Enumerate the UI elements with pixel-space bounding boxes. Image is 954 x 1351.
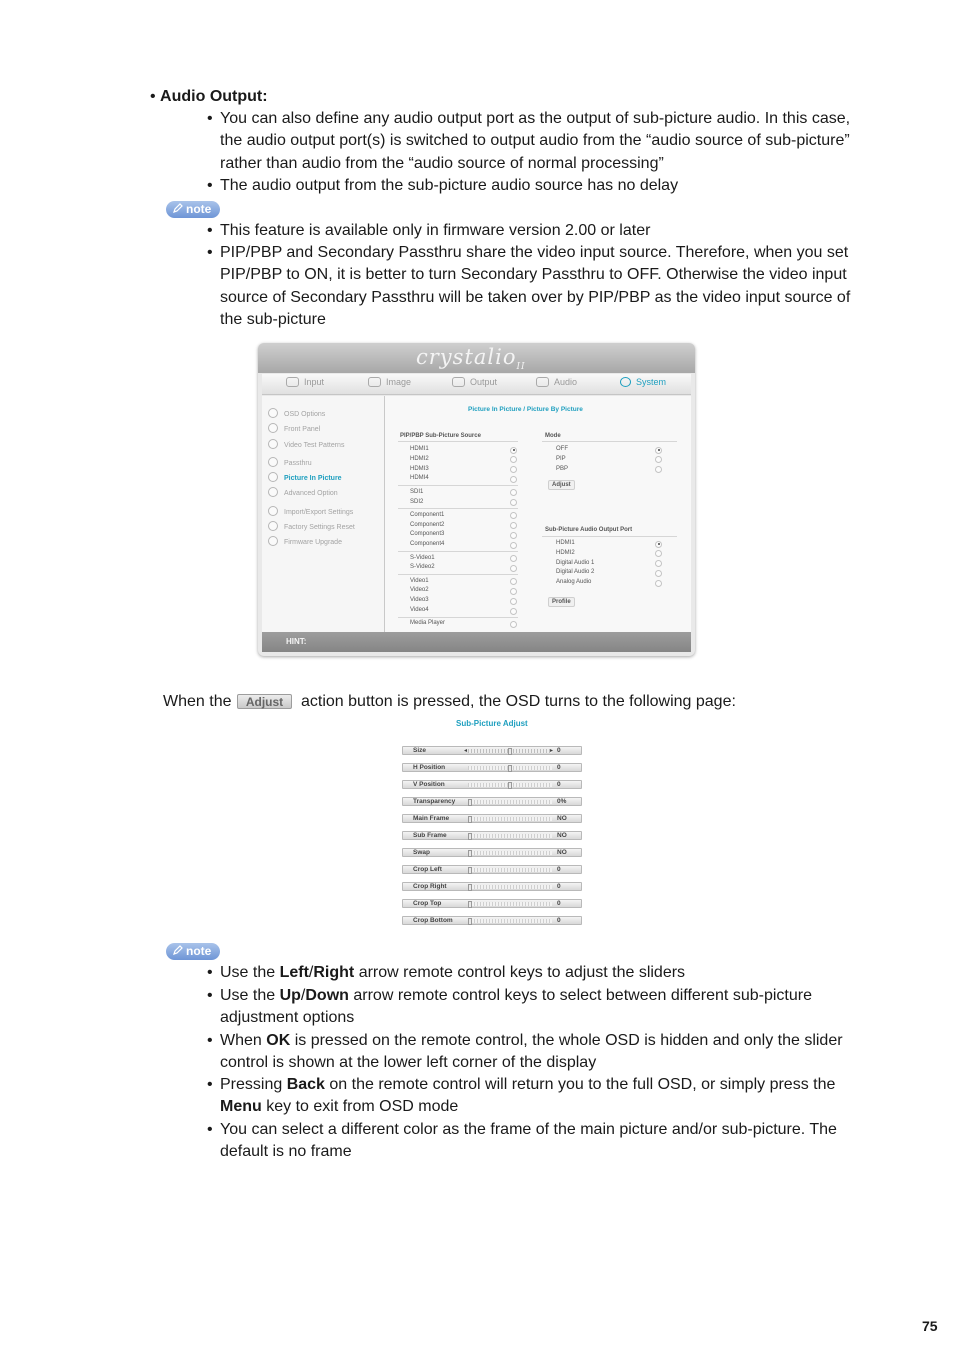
output-icon: [452, 377, 465, 387]
radio-button[interactable]: [510, 542, 517, 549]
sidebar-item-factory-reset[interactable]: Factory Settings Reset: [268, 521, 355, 533]
slider-row-crop-right[interactable]: [402, 882, 582, 891]
list-item: • Use the Left/Right arrow remote control keys to adjust the sliders: [207, 962, 857, 984]
bullet-text: This feature is available only in firmware version 2.00 or later: [220, 222, 651, 239]
option-hdmi3[interactable]: HDMI3: [410, 465, 429, 472]
radio-button[interactable]: [510, 555, 517, 562]
hint-bar: HINT:: [262, 632, 691, 652]
radio-button[interactable]: [655, 550, 662, 557]
slider-track[interactable]: [468, 902, 552, 906]
input-icon: [286, 377, 299, 387]
slider-label: Crop Top: [413, 899, 442, 907]
group-divider: [398, 485, 518, 486]
radio-button[interactable]: [510, 522, 517, 529]
slider-row-swap[interactable]: [402, 848, 582, 857]
slider-track[interactable]: [468, 783, 552, 787]
sidebar-item-picture-in-picture[interactable]: Picture In Picture: [268, 472, 342, 484]
sidebar-item-firmware-upgrade[interactable]: Firmware Upgrade: [268, 536, 342, 548]
radio-button[interactable]: [510, 608, 517, 615]
slider-knob[interactable]: [508, 748, 512, 755]
slider-value: NO: [557, 848, 567, 856]
slider-row-transparency[interactable]: [402, 797, 582, 806]
option-mode-off[interactable]: OFF: [556, 446, 568, 452]
slider-knob[interactable]: [468, 850, 472, 857]
option-video2[interactable]: Video2: [410, 587, 429, 594]
adjust-sentence-after: action button is pressed, the OSD turns to the following page:: [301, 693, 736, 710]
slider-track[interactable]: [468, 800, 552, 804]
radio-button[interactable]: [510, 598, 517, 605]
panel-title: Picture In Picture / Picture By Picture: [468, 406, 583, 413]
slider-knob[interactable]: [468, 833, 472, 840]
osd-tab-bar: [262, 374, 691, 395]
slider-track[interactable]: [468, 766, 552, 770]
radio-button[interactable]: [655, 560, 662, 567]
note-badge: [166, 943, 220, 960]
option-hdmi1[interactable]: HDMI1: [410, 446, 429, 452]
slider-label: Main Frame: [413, 814, 450, 822]
bullet-text: Pressing Back on the remote control will return you to the full OSD, or simply press the Menu key to exit from OSD mode: [220, 1076, 836, 1116]
list-item: • You can also define any audio output port as the output of sub-picture audio. In this case, the audio output port(s) is switched to output audio from the “audio source of sub-picture” rather than audio from the “audio source of normal processing”: [207, 108, 857, 175]
option-component3[interactable]: Component3: [410, 531, 445, 538]
radio-button[interactable]: [655, 466, 662, 473]
audio-icon: [536, 377, 549, 387]
slider-value: 0: [557, 865, 561, 873]
pencil-icon: [172, 203, 183, 214]
radio-button[interactable]: [510, 466, 517, 473]
slider-value: NO: [557, 831, 567, 839]
slider-value: 0: [557, 747, 561, 754]
slider-knob[interactable]: [468, 918, 472, 925]
option-media-player[interactable]: Media Player: [410, 620, 446, 627]
slider-track[interactable]: [468, 868, 552, 872]
radio-button[interactable]: [655, 570, 662, 577]
bullet-text: You can also define any audio output port as the output of sub-picture audio. In this case, the audio output port(s) is switched to output audio from the “audio source of sub-picture” rather than audio from the “audio source of normal processing”: [220, 110, 851, 172]
audio-port-heading: Sub-Picture Audio Output Port: [545, 527, 633, 533]
profile-button[interactable]: Profile: [548, 597, 575, 607]
tab-output[interactable]: Output: [452, 377, 497, 387]
adjust-sentence-before: When the: [163, 693, 232, 710]
gear-icon: [620, 377, 631, 387]
audio-output-heading: Audio Output:: [160, 88, 268, 105]
audio-output-heading-row: [150, 86, 268, 108]
option-port-analog-audio[interactable]: Analog Audio: [556, 579, 592, 586]
adjust-button-illustration: Adjust: [237, 694, 292, 709]
option-mode-pip[interactable]: PIP: [556, 455, 566, 462]
radio-button[interactable]: [510, 447, 517, 454]
radio-button[interactable]: [510, 621, 517, 628]
slider-value: 0: [557, 780, 561, 788]
list-item: • Use the Up/Down arrow remote control keys to select between different sub-picture adjustment options: [207, 985, 857, 1030]
slider-label: Crop Left: [413, 865, 442, 873]
radio-button[interactable]: [655, 456, 662, 463]
list-item: • When OK is pressed on the remote control, the whole OSD is hidden and only the slider control is shown at the lower left corner of the display: [207, 1030, 857, 1075]
option-port-hdmi2[interactable]: HDMI2: [556, 549, 575, 556]
slider-row-crop-bottom[interactable]: [402, 916, 582, 925]
bullet-text: You can select a different color as the frame of the main picture and/or sub-picture. The default is no frame: [220, 1121, 837, 1161]
option-sdi1[interactable]: SDI1: [410, 488, 424, 495]
slider-knob[interactable]: [468, 884, 472, 891]
option-component1[interactable]: Component1: [410, 511, 445, 518]
slider-track[interactable]: [468, 885, 552, 889]
option-component2[interactable]: Component2: [410, 521, 445, 528]
option-s-video1[interactable]: S-Video1: [410, 554, 435, 561]
sidebar-item-passthru[interactable]: Passthru: [268, 457, 312, 469]
left-arrow-icon: ◂: [464, 748, 468, 754]
radio-button[interactable]: [510, 565, 517, 572]
radio-button[interactable]: [510, 499, 517, 506]
slider-track[interactable]: [468, 834, 552, 838]
slider-value: 0: [557, 899, 561, 907]
osd-banner: [258, 343, 695, 373]
option-port-hdmi1[interactable]: HDMI1: [556, 540, 575, 546]
slider-value: 0: [557, 763, 561, 771]
image-icon: [368, 377, 381, 387]
group-divider: [398, 508, 518, 509]
slider-label: Swap: [413, 848, 430, 856]
option-component4[interactable]: Component4: [410, 541, 445, 548]
sidebar-item-osd-options[interactable]: OSD Options: [268, 408, 325, 420]
note-label: note: [186, 944, 212, 958]
slider-label: Crop Right: [413, 882, 447, 890]
radio-button[interactable]: [655, 580, 662, 587]
note-badge: [166, 201, 220, 218]
option-sdi2[interactable]: SDI2: [410, 498, 424, 505]
slider-label: Transparency: [413, 797, 456, 805]
bullet-glyph: •: [150, 88, 161, 105]
tab-image[interactable]: Image: [368, 377, 411, 387]
radio-button[interactable]: [510, 532, 517, 539]
sub-picture-adjust-title: Sub-Picture Adjust: [456, 719, 528, 728]
group-divider: [398, 617, 518, 618]
slider-knob[interactable]: [468, 799, 472, 806]
pencil-icon: [172, 945, 183, 956]
slider-track[interactable]: [468, 749, 552, 753]
radio-button[interactable]: [510, 476, 517, 483]
slider-knob[interactable]: [468, 816, 472, 823]
list-item: • This feature is available only in firmware version 2.00 or later: [207, 220, 857, 242]
radio-button[interactable]: [510, 578, 517, 585]
option-hdmi2[interactable]: HDMI2: [410, 455, 429, 462]
radio-button[interactable]: [510, 456, 517, 463]
list-item: • Pressing Back on the remote control will return you to the full OSD, or simply press the Menu key to exit from OSD mode: [207, 1074, 857, 1119]
sidebar-item-front-panel[interactable]: Front Panel: [268, 423, 320, 435]
slider-track[interactable]: [468, 919, 552, 923]
list-item: • PIP/PBP and Secondary Passthru share the video input source. Therefore, when you set PIP/PBP to ON, it is better to turn Secondary Passthru to OFF. Otherwise the video input source of Secondary Passthru will be taken over by PIP/PBP as the video input source of the sub-picture: [207, 242, 857, 332]
slider-label: V Position: [413, 780, 445, 788]
tab-audio[interactable]: Audio: [536, 377, 577, 387]
radio-button[interactable]: [510, 588, 517, 595]
slider-value: 0: [557, 916, 561, 924]
option-mode-pbp[interactable]: PBP: [556, 465, 569, 472]
osd-screenshot: [258, 343, 695, 656]
osd-sidebar: [262, 396, 385, 632]
option-video1[interactable]: Video1: [410, 577, 429, 584]
slider-label: Size: [413, 747, 427, 754]
radio-button[interactable]: [510, 512, 517, 519]
slider-row-main-frame[interactable]: [402, 814, 582, 823]
list-item: • The audio output from the sub-picture audio source has no delay: [207, 175, 857, 197]
slider-knob[interactable]: [508, 782, 512, 789]
option-video3[interactable]: Video3: [410, 597, 429, 604]
option-hdmi4[interactable]: HDMI4: [410, 475, 429, 482]
right-arrow-icon: ▸: [550, 748, 554, 754]
group-divider: [398, 551, 518, 552]
slider-track[interactable]: [468, 851, 552, 855]
slider-row-crop-left[interactable]: [402, 865, 582, 874]
radio-button[interactable]: [655, 541, 662, 548]
crystalio-logo: crystalio$_{II}$: [416, 345, 526, 373]
slider-row-h-position[interactable]: [402, 763, 582, 772]
option-port-digital-audio-1[interactable]: Digital Audio 1: [556, 559, 595, 566]
slider-row-crop-top[interactable]: [402, 899, 582, 908]
slider-value: NO: [557, 814, 567, 822]
radio-button[interactable]: [510, 489, 517, 496]
bullet-text: Use the Left/Right arrow remote control keys to adjust the sliders: [220, 964, 686, 981]
sidebar-item-import-export[interactable]: Import/Export Settings: [268, 506, 353, 518]
tab-input[interactable]: Input: [286, 377, 324, 387]
slider-row-size[interactable]: [402, 746, 582, 755]
option-s-video2[interactable]: S-Video2: [410, 564, 435, 571]
adjust-button[interactable]: Adjust: [548, 480, 575, 490]
option-port-digital-audio-2[interactable]: Digital Audio 2: [556, 569, 595, 576]
slider-knob[interactable]: [468, 867, 472, 874]
slider-row-sub-frame[interactable]: [402, 831, 582, 840]
slider-label: H Position: [413, 763, 446, 771]
slider-knob[interactable]: [468, 901, 472, 908]
page-number: 75: [922, 1318, 938, 1334]
bullet-text: When OK is pressed on the remote control, the whole OSD is hidden and only the slider control is shown at the lower left corner of the display: [220, 1032, 843, 1072]
slider-value: 0: [557, 882, 561, 890]
source-heading: PIP/PBP Sub-Picture Source: [400, 433, 481, 439]
tab-system[interactable]: System: [620, 377, 666, 387]
slider-label: Crop Bottom: [413, 916, 453, 924]
group-divider: [398, 574, 518, 575]
list-item: • You can select a different color as the frame of the main picture and/or sub-picture. The default is no frame: [207, 1119, 857, 1164]
note-label: note: [186, 202, 212, 216]
slider-value: 0%: [557, 797, 567, 805]
bullet-text: Use the Up/Down arrow remote control keys to select between different sub-picture adjustment options: [220, 987, 812, 1027]
mode-heading: Mode: [545, 433, 561, 439]
osd-main-panel: [385, 396, 691, 632]
bullet-text: PIP/PBP and Secondary Passthru share the video input source. Therefore, when you set PIP/PBP to ON, it is better to turn Secondary Passthru to OFF. Otherwise the video input source of Secondary Passthru will be taken over by PIP/PBP as the video input source of the sub-picture: [220, 244, 851, 329]
bullet-text: The audio output from the sub-picture audio source has no delay: [220, 177, 679, 194]
sidebar-item-video-test-patterns[interactable]: Video Test Patterns: [268, 439, 344, 451]
radio-button[interactable]: [655, 447, 662, 454]
slider-label: Sub Frame: [413, 831, 447, 839]
option-video4[interactable]: Video4: [410, 607, 429, 613]
slider-row-v-position[interactable]: [402, 780, 582, 789]
slider-track[interactable]: [468, 817, 552, 821]
sidebar-item-advanced-option[interactable]: Advanced Option: [268, 487, 338, 499]
slider-knob[interactable]: [508, 765, 512, 772]
